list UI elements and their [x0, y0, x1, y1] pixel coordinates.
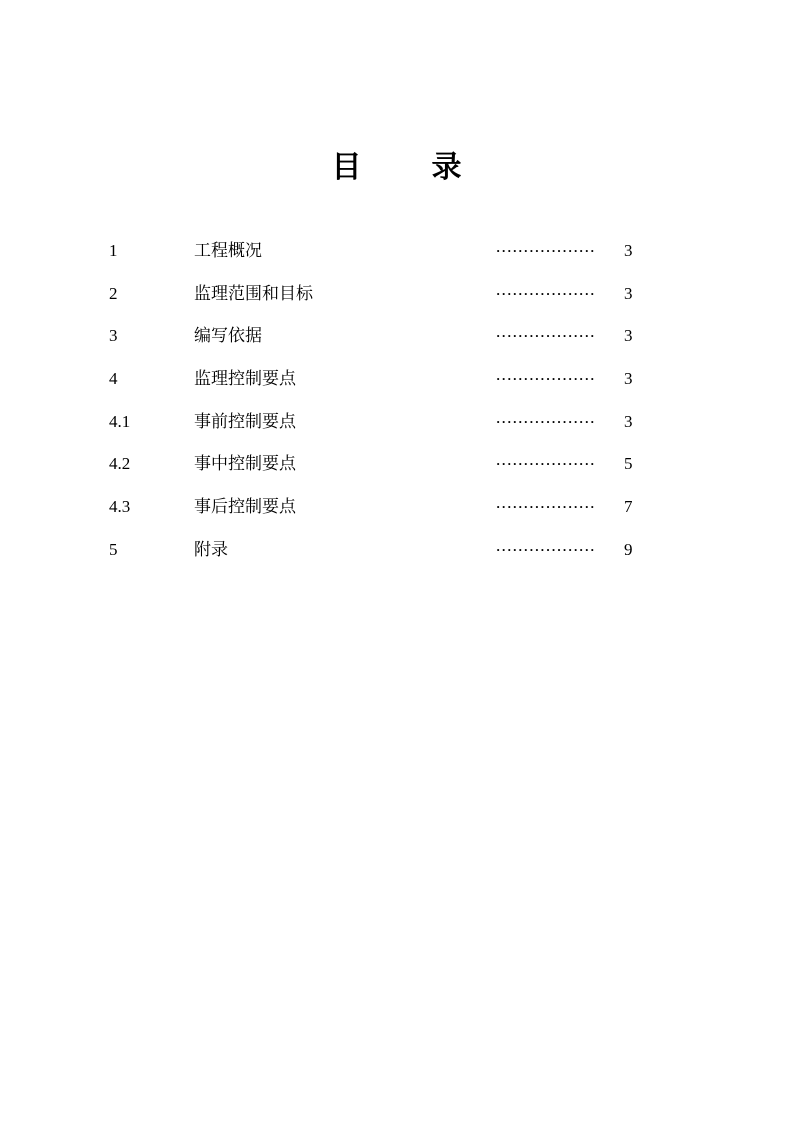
toc-entry[interactable]	[0, 445, 793, 488]
toc-entry[interactable]	[0, 317, 793, 360]
toc-entry-number: 2	[109, 283, 118, 303]
toc-entry-page: 3	[624, 326, 633, 346]
toc-entry-page: 3	[624, 411, 633, 431]
title-char-1: 目	[331, 150, 362, 185]
toc-entry-title: 事中控制要点	[194, 454, 296, 475]
toc-entry[interactable]	[0, 531, 793, 574]
toc-entry-title: 事后控制要点	[194, 497, 296, 518]
toc-entry[interactable]	[0, 488, 793, 531]
toc-dot-leader: ··················	[496, 499, 596, 515]
toc-entry[interactable]	[0, 403, 793, 446]
toc-entry-number: 1	[109, 241, 118, 260]
toc-entry-page: 3	[624, 283, 633, 303]
toc-dot-leader: ··················	[496, 285, 596, 301]
toc-dot-leader: ··················	[496, 413, 596, 429]
page-title	[0, 148, 793, 188]
toc-entry-page: 9	[624, 539, 633, 559]
toc-entry[interactable]	[0, 360, 793, 403]
toc-dot-leader: ··················	[496, 243, 596, 258]
toc-dot-leader: ··················	[496, 541, 596, 557]
toc-entry-title: 事前控制要点	[194, 411, 296, 432]
toc-dot-leader: ··················	[496, 328, 596, 344]
toc-entry-title: 附录	[194, 539, 228, 560]
toc-entry-number: 4.1	[109, 411, 131, 431]
toc-entry-page: 3	[624, 369, 633, 389]
title-char-2: 录	[431, 150, 462, 185]
table-of-contents	[0, 232, 793, 574]
toc-entry-title: 监理范围和目标	[194, 283, 313, 304]
toc-entry-number: 4.3	[109, 497, 131, 517]
toc-entry-page: 5	[624, 454, 633, 474]
toc-entry[interactable]	[0, 232, 793, 275]
toc-entry-title: 监理控制要点	[194, 369, 296, 390]
toc-entry-page: 7	[624, 497, 633, 517]
toc-entry[interactable]	[0, 275, 793, 318]
toc-dot-leader: ··················	[496, 371, 596, 387]
toc-entry-page: 3	[624, 241, 633, 260]
toc-entry-title: 工程概况	[194, 241, 262, 261]
toc-entry-number: 4	[109, 369, 118, 389]
toc-entry-number: 4.2	[109, 454, 131, 474]
toc-entry-title: 编写依据	[194, 326, 262, 347]
toc-entry-number: 3	[109, 326, 118, 346]
toc-dot-leader: ··················	[496, 456, 596, 472]
toc-entry-number: 5	[109, 539, 118, 559]
